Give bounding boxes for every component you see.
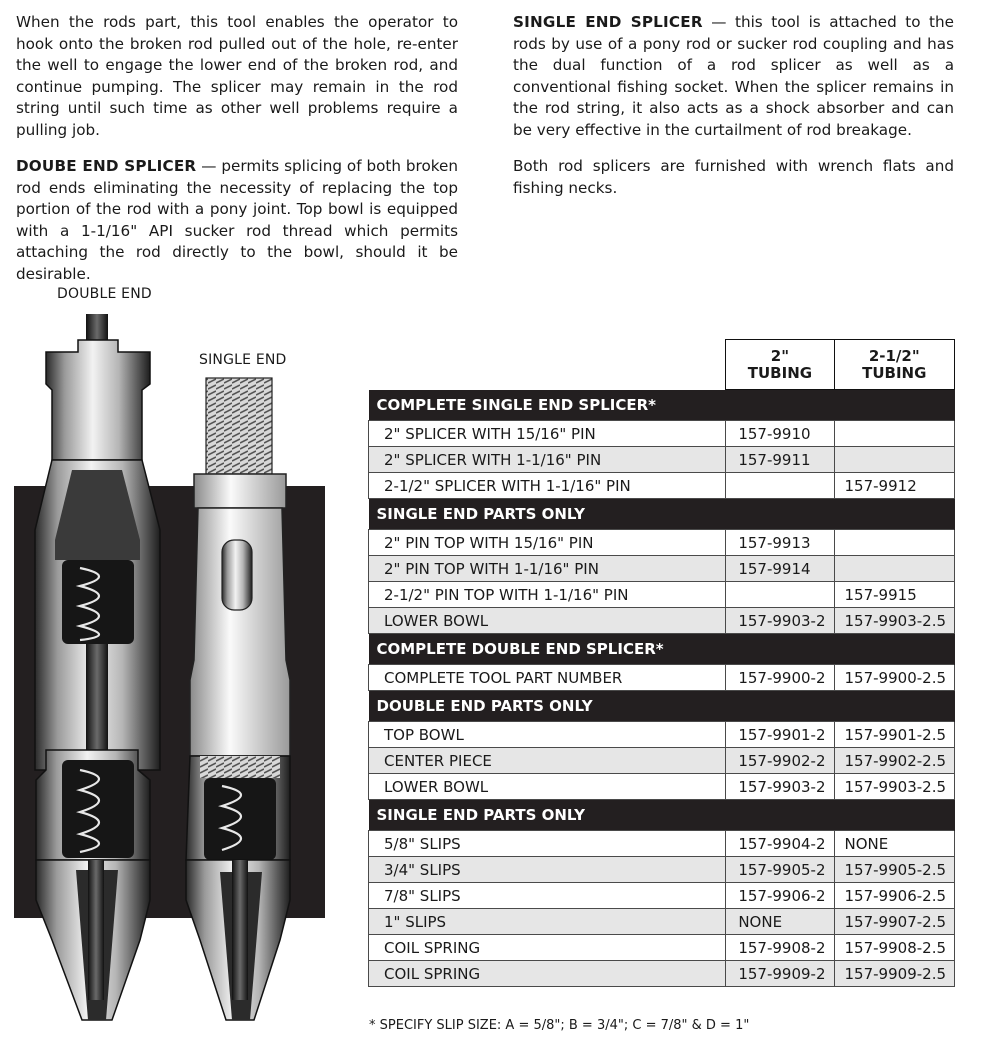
part-description: COIL SPRING [369,961,726,987]
single-end-description [513,12,954,141]
part-description: TOP BOWL [369,722,726,748]
double-end-heading: DOUBE END SPLICER [16,157,197,175]
section-title: COMPLETE SINGLE END SPLICER* [369,390,955,421]
parts-table [368,339,955,987]
section-title: SINGLE END PARTS ONLY [369,499,955,530]
part-number-2-tubing: 157-9903-2 [726,774,834,800]
part-number-2-5-tubing: 157-9902-2.5 [834,748,954,774]
part-number-2-5-tubing: 157-9906-2.5 [834,883,954,909]
column-header-2-tubing: 2" TUBING [726,340,834,390]
section-header-row [369,634,955,665]
double-end-body: — permits splicing of both broken rod ends eliminating the necessity of replacing the top portion of the rod with a pony joint. Top bowl is equipped with a 1-1/16" API sucker rod thread which permits attaching the rod directly to the bowl, should it be desirable. [16,157,458,283]
table-row [369,857,955,883]
table-row [369,909,955,935]
part-description: LOWER BOWL [369,774,726,800]
part-number-2-tubing: 157-9900-2 [726,665,834,691]
part-number-2-5-tubing: NONE [834,831,954,857]
intro-right-column [513,12,954,214]
intro-left-column [16,12,458,300]
table-row [369,665,955,691]
section-header-row [369,691,955,722]
table-row [369,935,955,961]
single-end-body: — this tool is attached to the rods by use of a pony rod or sucker rod coupling and has the dual function of a rod splicer as well as a conventional fishing socket. When the splicer remains in the rod string, it also acts as a shock absorber and can be very effective in the curtailment of rod breakage. [513,13,954,139]
part-number-2-5-tubing: 157-9905-2.5 [834,857,954,883]
table-row [369,556,955,582]
part-description: COIL SPRING [369,935,726,961]
part-number-2-tubing [726,473,834,499]
table-row [369,774,955,800]
part-number-2-tubing: 157-9910 [726,421,834,447]
part-number-2-5-tubing: 157-9912 [834,473,954,499]
section-header-row [369,499,955,530]
double-end-label: DOUBLE END [57,286,152,302]
table-row [369,722,955,748]
table-row [369,447,955,473]
table-row [369,961,955,987]
table-row [369,473,955,499]
part-number-2-tubing: 157-9905-2 [726,857,834,883]
part-description: 2" PIN TOP WITH 1-1/16" PIN [369,556,726,582]
part-description: 3/4" SLIPS [369,857,726,883]
part-number-2-tubing: 157-9914 [726,556,834,582]
part-number-2-tubing: NONE [726,909,834,935]
part-number-2-tubing: 157-9909-2 [726,961,834,987]
double-end-description [16,156,458,285]
part-number-2-tubing: 157-9901-2 [726,722,834,748]
part-number-2-5-tubing [834,530,954,556]
table-row [369,421,955,447]
part-number-2-5-tubing [834,421,954,447]
part-number-2-tubing: 157-9906-2 [726,883,834,909]
section-title: SINGLE END PARTS ONLY [369,800,955,831]
part-number-2-5-tubing [834,556,954,582]
part-number-2-tubing: 157-9903-2 [726,608,834,634]
part-number-2-5-tubing: 157-9901-2.5 [834,722,954,748]
part-description: 2-1/2" PIN TOP WITH 1-1/16" PIN [369,582,726,608]
table-row [369,530,955,556]
table-header-row [369,340,955,390]
part-number-2-tubing: 157-9908-2 [726,935,834,961]
table-row [369,748,955,774]
slip-size-footnote: * SPECIFY SLIP SIZE: A = 5/8"; B = 3/4"; C = 7/8" & D = 1" [369,1018,750,1033]
part-description: LOWER BOWL [369,608,726,634]
part-description: COMPLETE TOOL PART NUMBER [369,665,726,691]
table-row [369,831,955,857]
part-description: 5/8" SLIPS [369,831,726,857]
part-description: 2" PIN TOP WITH 15/16" PIN [369,530,726,556]
table-row [369,883,955,909]
column-header-2-5-tubing: 2-1/2" TUBING [834,340,954,390]
splicer-illustration [0,300,340,1040]
section-title: DOUBLE END PARTS ONLY [369,691,955,722]
part-number-2-tubing: 157-9902-2 [726,748,834,774]
section-title: COMPLETE DOUBLE END SPLICER* [369,634,955,665]
part-number-2-5-tubing: 157-9903-2.5 [834,608,954,634]
part-description: 7/8" SLIPS [369,883,726,909]
part-number-2-tubing: 157-9911 [726,447,834,473]
single-end-heading: SINGLE END SPLICER [513,13,703,31]
table-row [369,582,955,608]
table-body [369,390,955,987]
table-row [369,608,955,634]
section-header-row [369,390,955,421]
single-end-label: SINGLE END [199,352,287,368]
part-description: 1" SLIPS [369,909,726,935]
part-number-2-5-tubing: 157-9900-2.5 [834,665,954,691]
intro-paragraph: When the rods part, this tool enables the operator to hook onto the broken rod pulled out of the hole, re-enter the well to engage the lower end of the broken rod, and continue pumping. The splicer may remain in the rod string until such time as other well problems require a pulling job. [16,13,458,139]
part-number-2-tubing: 157-9904-2 [726,831,834,857]
part-number-2-5-tubing: 157-9907-2.5 [834,909,954,935]
part-description: 2" SPLICER WITH 15/16" PIN [369,421,726,447]
part-number-2-5-tubing [834,447,954,473]
single-end-splicer [186,378,290,1020]
part-description: CENTER PIECE [369,748,726,774]
part-number-2-5-tubing: 157-9903-2.5 [834,774,954,800]
part-description: 2-1/2" SPLICER WITH 1-1/16" PIN [369,473,726,499]
double-end-splicer [35,314,160,1020]
part-number-2-5-tubing: 157-9915 [834,582,954,608]
section-header-row [369,800,955,831]
part-number-2-tubing: 157-9913 [726,530,834,556]
part-number-2-tubing [726,582,834,608]
part-description: 2" SPLICER WITH 1-1/16" PIN [369,447,726,473]
wrench-flats-note: Both rod splicers are furnished with wrench flats and fishing necks. [513,157,954,197]
part-number-2-5-tubing: 157-9908-2.5 [834,935,954,961]
part-number-2-5-tubing: 157-9909-2.5 [834,961,954,987]
